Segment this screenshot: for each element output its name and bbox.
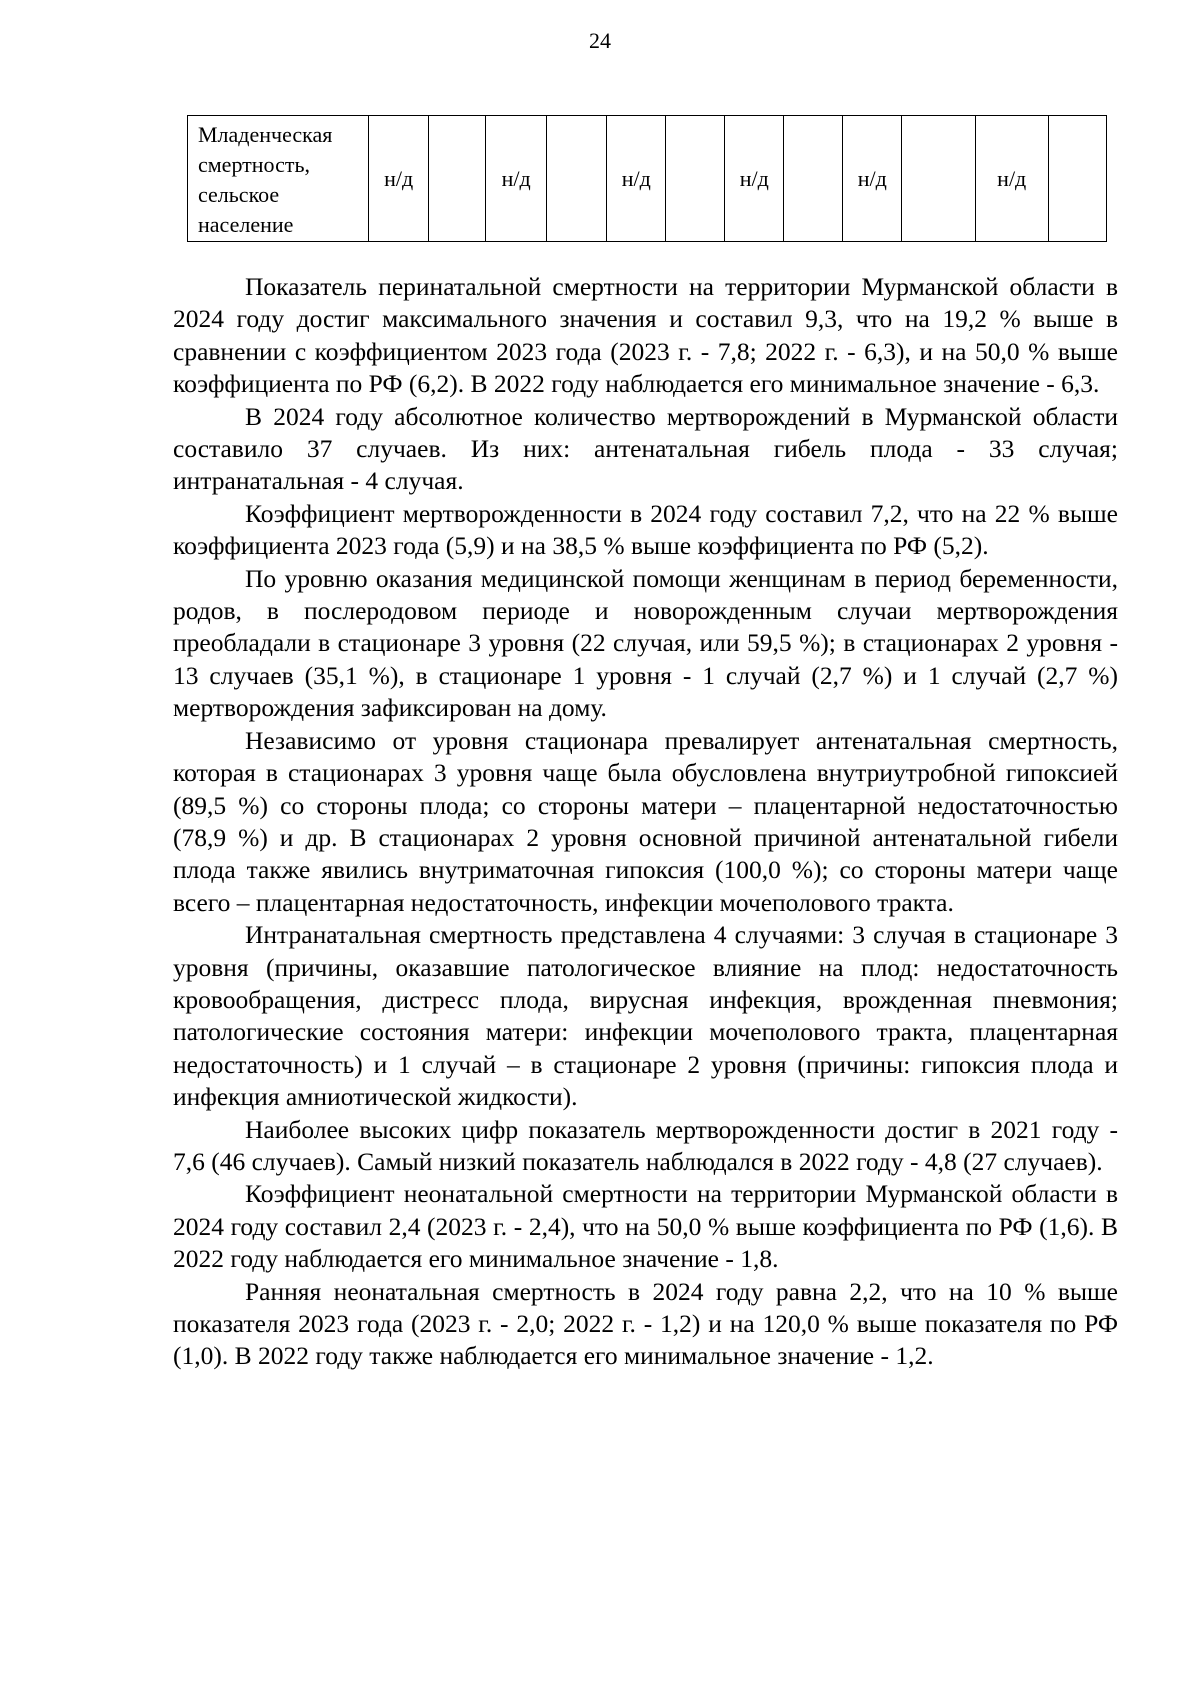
paragraph: Интранатальная смертность представлена 4 случаями: 3 случая в стационаре 3 уровня (причины, оказавшие патологическое влияние на плод: недостаточность кровообращения, дистресс плода, вирусная инфекция, врожденная пневмония; патологические состояния матери: инфекции мочеполового тракта, плацентарная недостаточность) и 1 случай – в стационаре 2 уровня (причины: гипоксия плода и инфекция амниотической жидкости).	[173, 920, 1118, 1112]
table-cell	[547, 116, 607, 242]
paragraph: Независимо от уровня стационара превалирует антенатальная смертность, которая в стационарах 3 уровня чаще была обусловлена внутриутробной гипоксией (89,5 %) со стороны плода; со стороны матери – плацентарной недостаточностью (78,9 %) и др. В стационарах 2 уровня основной причиной антенатальной гибели плода также явились внутриматочная гипоксия (100,0 %); со стороны матери чаще всего – плацентарная недостаточность, инфекции мочеполового тракта.	[173, 725, 1118, 917]
table-cell: н/д	[843, 116, 902, 242]
table-cell: н/д	[725, 116, 784, 242]
body-text	[173, 271, 1118, 1373]
paragraph: Коэффициент мертворожденности в 2024 году составил 7,2, что на 22 % выше коэффициента 2023 года (5,9) и на 38,5 % выше коэффициента по РФ (5,2).	[173, 498, 1118, 561]
table-cell: н/д	[486, 116, 547, 242]
table-cell	[1048, 116, 1106, 242]
table-cell	[902, 116, 975, 242]
table-cell	[784, 116, 843, 242]
table-cell: н/д	[607, 116, 666, 242]
page-number: 24	[589, 28, 611, 53]
paragraph: Наиболее высоких цифр показатель мертворожденности достиг в 2021 году - 7,6 (46 случаев). Самый низкий показатель наблюдался в 2022 году - 4,8 (27 случаев).	[173, 1114, 1118, 1176]
table-cell	[666, 116, 725, 242]
paragraph: По уровню оказания медицинской помощи женщинам в период беременности, родов, в послеродовом периоде и новорожденным случаи мертворождения преобладали в стационаре 3 уровня (22 случая, или 59,5 %); в стационарах 2 уровня - 13 случаев (35,1 %), в стационаре 1 уровня - 1 случай (2,7 %) и 1 случай (2,7 %) мертворождения зафиксирован на дому.	[173, 563, 1118, 723]
table-cell: н/д	[975, 116, 1048, 242]
table-cell	[429, 116, 486, 242]
paragraph: Ранняя неонатальная смертность в 2024 году равна 2,2, что на 10 % выше показателя 2023 года (2023 г. - 2,0; 2022 г. - 1,2) и на 120,0 % выше показателя по РФ (1,0). В 2022 году также наблюдается его минимальное значение - 1,2.	[173, 1276, 1118, 1371]
paragraph: В 2024 году абсолютное количество мертворождений в Мурманской области составило 37 случаев. Из них: антенатальная гибель плода - 33 случая; интранатальная - 4 случая.	[173, 401, 1118, 496]
paragraph: Коэффициент неонатальной смертности на территории Мурманской области в 2024 году составил 2,4 (2023 г. - 2,4), что на 50,0 % выше коэффициента по РФ (1,6). В 2022 году наблюдается его минимальное значение - 1,8.	[173, 1179, 1118, 1274]
table-cell: н/д	[369, 116, 429, 242]
paragraph: Показатель перинатальной смертности на территории Мурманской области в 2024 году достиг максимального значения и составил 9,3, что на 19,2 % выше в сравнении с коэффициентом 2023 года (2023 г. - 7,8; 2022 г. - 6,3), и на 50,0 % выше коэффициента по РФ (6,2). В 2022 году наблюдается его минимальное значение - 6,3.	[173, 272, 1118, 399]
row-label: Младенческая смертность, сельское население	[188, 116, 369, 242]
table-row	[188, 116, 1107, 242]
mortality-table	[187, 115, 1107, 242]
